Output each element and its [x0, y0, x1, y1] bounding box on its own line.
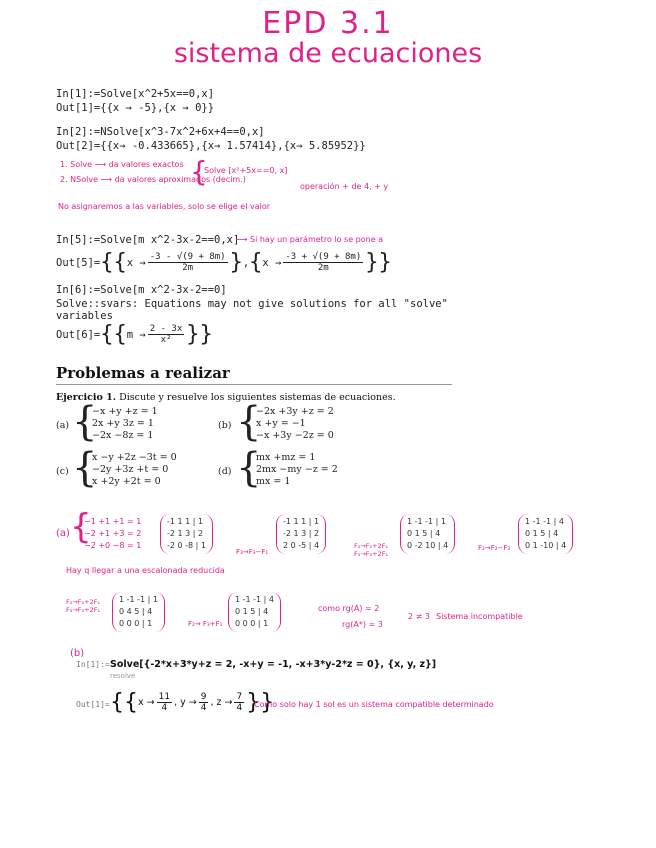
output-5-label: Out[5]= — [56, 256, 101, 269]
page-subtitle: sistema de ecuaciones — [173, 38, 483, 69]
exercise-statement — [56, 392, 396, 403]
system-c-brace: { — [72, 445, 98, 491]
solve-b-output: {{ x → $\frac{11}{4}$ , y → $\frac{9}{4}$ , z → $\frac{7}{4}$ }} — [110, 690, 275, 715]
note-solve-example: Solve [x²+5x==0, x] — [204, 166, 288, 175]
hand-system: −1 +1 +1 = 1 −2 +1 +3 = 2 −2 +0 −8 = 1 — [84, 517, 142, 550]
section-heading: Problemas a realizar — [56, 364, 230, 382]
matrix-4: 1 -1 -1 | 4 0 1 5 | 4 0 1 -10 | 4 — [518, 514, 573, 554]
hand-a-label: (a) — [56, 528, 70, 539]
input-line-5: In[5]:=Solve[m x^2-3x-2==0,x] — [56, 234, 240, 246]
input-line-2: In[2]:=NSolve[x^3-7x^2+6x+4==0,x] — [56, 126, 265, 138]
solve-b-resolve: resolve — [110, 672, 136, 680]
output-6-label: Out[6]= — [56, 328, 101, 341]
page-title: EPD 3.1 — [262, 6, 394, 41]
note-operation: operación + de 4, + y — [300, 182, 389, 191]
note-escalonada: Hay q llegar a una escalonada reducida — [66, 566, 225, 575]
note-solve: 1. Solve ⟶ da valores exactos — [60, 160, 184, 169]
op-3: F₂→F₂−F₃ — [478, 544, 511, 552]
matrix-3: 1 -1 -1 | 1 0 1 5 | 4 0 -2 10 | 4 — [400, 514, 455, 554]
output-line-6: Out[6]= {{ m → $\frac{2 - 3x}{\text{x²}}$ }} — [56, 322, 213, 347]
solve-b-input: Solve[{-2*x+3*y+z = 2, -x+y = -1, -x+3*y-2*z = 0}, {x, y, z}] — [110, 659, 437, 670]
system-a: −x +y +z = 1 2x +y 3z = 1 −2x −8z = 1 — [92, 406, 158, 441]
hand-b-label: (b) — [70, 648, 85, 659]
output-line-5: Out[5]= {{ x → $\frac{-3 - √(9 + 8m)}{2m}$ } , { x → $\frac{-3 + √(9 + 8m)}{2m}$ }} — [56, 250, 392, 275]
warning-line: Solve::svars: Equations may not give solutions for all "solve" — [56, 298, 448, 310]
exercise-label: Ejercicio 1. — [56, 392, 117, 403]
system-d-label: (d) — [218, 466, 232, 477]
matrix-1: -1 1 1 | 1 -2 1 3 | 2 -2 0 -8 | 1 — [160, 514, 213, 554]
note-no-assign: No asignaremos a las variables, solo se elige el valor — [58, 202, 271, 211]
op-5: F₂→ F₃+F₁ — [188, 620, 223, 628]
exercise-text: Discute y resuelve los siguientes sistemas de ecuaciones. — [119, 392, 396, 403]
var-x-2: x → — [262, 256, 282, 269]
hand-sys-brace: { — [70, 507, 92, 547]
note-rank-aug: rg(A*) = 3 — [342, 620, 383, 629]
system-b-label: (b) — [218, 420, 232, 431]
system-a-label: (a) — [56, 420, 70, 431]
system-d: mx +mz = 1 2mx −my −z = 2 mx = 1 — [256, 452, 338, 487]
op-2: F₂→F₂+2F₁ F₃→F₃+2F₁ — [354, 542, 389, 558]
output-line-2: Out[2]={{x→ -0.433665},{x→ 1.57414},{x→ 5.85952}} — [56, 140, 366, 152]
system-d-brace: { — [236, 445, 262, 491]
section-divider — [56, 384, 452, 385]
matrix-2: -1 1 1 | 1 -2 1 3 | 2 2 0 -5 | 4 — [276, 514, 326, 554]
output-line-1: Out[1]={{x → -5},{x → 0}} — [56, 102, 215, 114]
note-incompatible: Sistema incompatible — [436, 612, 523, 621]
system-b-brace: { — [236, 399, 262, 445]
note-parameter: ⟶ Si hay un parámetro lo se pone a — [236, 235, 384, 244]
system-c: x −y +2z −3t = 0 −2y +3z +t = 0 x +2y +2t = 0 — [92, 452, 177, 487]
op-4: F₂→F₂+2F₁ F₃→F₃+2F₁ — [66, 598, 101, 614]
note-neq: 2 ≠ 3 — [408, 612, 430, 621]
fraction-3: $\frac{2 - 3x}{\text{x²}}$ — [149, 324, 183, 345]
solve-b-out-label: Out[1]= — [76, 700, 110, 709]
matrix-6: 1 -1 -1 | 4 0 1 5 | 4 0 0 0 | 1 — [228, 592, 281, 632]
matrix-5: 1 -1 -1 | 1 0 4 5 | 4 0 0 0 | 1 — [112, 592, 165, 632]
input-line-1: In[1]:=Solve[x^2+5x==0,x] — [56, 88, 215, 100]
system-a-brace: { — [72, 399, 98, 445]
note-brace: { — [190, 155, 208, 188]
fraction-1: $\frac{-3 - √(9 + 8m)}{2m}$ — [149, 252, 226, 273]
system-c-label: (c) — [56, 466, 69, 477]
note-nsolve: 2. NSolve ⟶ da valores aproximados (decim.) — [60, 175, 246, 184]
var-m: m → — [126, 328, 146, 341]
system-b: −2x +3y +z = 2 x +y = −1 −x +3y −2z = 0 — [256, 406, 334, 441]
solve-b-in-label: In[1]:= — [76, 660, 110, 669]
fraction-2: $\frac{-3 + √(9 + 8m)}{2m}$ — [285, 252, 362, 273]
note-compatible: Como solo hay 1 sol es un sistema compatible determinado — [254, 700, 494, 709]
note-rank-a: como rg(A) = 2 — [318, 604, 380, 613]
var-x: x → — [126, 256, 146, 269]
input-line-6: In[6]:=Solve[m x^2-3x-2==0] — [56, 284, 227, 296]
warning-line-2: variables — [56, 310, 113, 322]
op-1: F₃→F₃−F₁ — [236, 548, 269, 556]
